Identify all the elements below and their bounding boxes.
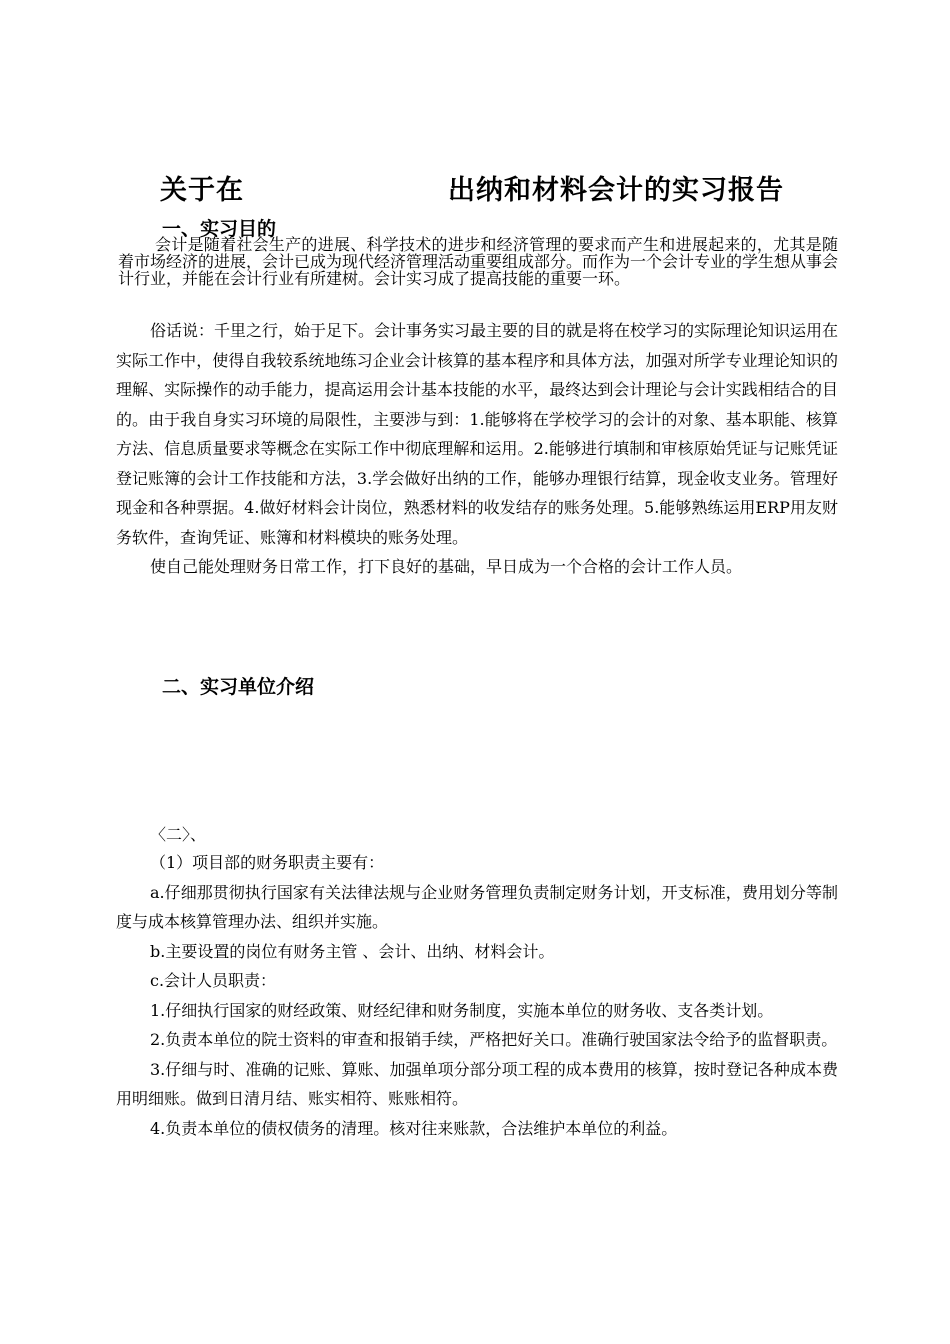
item-1: （1）项目部的财务职责主要有： — [150, 853, 385, 872]
duty-2: 2.负责本单位的院士资料的审查和报销手续，严格把好关口。准确行驶国家法令给予的监督职责。 — [150, 1030, 838, 1049]
item-a: a.仔细那贯彻执行国家有关法律法规与企业财务管理负责制定财务计划，开支标准，费用划分等制度与成本核算管理办法、组织并实施。 — [116, 882, 838, 931]
section1-dense-paragraph — [118, 236, 838, 287]
sub-heading: 〈二〉、 — [150, 825, 207, 844]
paragraph-2: 俗话说：千里之行，始于足下。会计事务实习最主要的目的就是将在校学习的实际理论知识运用在实际工作中，使得自我较系统地练习企业会计核算的基本程序和具体方法，加强对所学专业理论知识的理解、实际操作的动手能力，提高运用会计基本技能的水平，最终达到会计理论与会计实践相结合的目的。由于我自身实习环境的局限性，主要涉与到：1.能够将在学校学习的会计的对象、基本职能、核算方法、信息质量要求等概念在实际工作中彻底理解和运用。2.能够进行填制和审核原始凭证与记账凭证登记账簿的会计工作技能和方法，3.学会做好出纳的工作，能够办理银行结算，现金收支业务。管理好现金和各种票据。4.做好材料会计岗位，熟悉材料的收发结存的账务处理。5.能够熟练运用ERP用友财务软件，查询凭证、账簿和材料模块的账务处理。 — [116, 321, 839, 547]
section2-heading: 二、实习单位介绍 — [162, 676, 315, 698]
dense-paragraph-text: 会计是随着社会生产的进展、科学技术的进步和经济管理的要求而产生和进展起来的，尤其是随着市场经济的进展，会计已成为现代经济管理活动重要组成部分。而作为一个会计专业的学生想从事会计行业，并能在会计行业有所建树。会计实习成了提高技能的重要一环。 — [118, 235, 839, 288]
duty-1: 1.仔细执行国家的财经政策、财经纪律和财务制度，实施本单位的财务收、支各类计划。 — [150, 1000, 774, 1020]
section1-body — [116, 316, 838, 582]
duties-body — [116, 848, 838, 1143]
paragraph-3: 使自己能处理财务日常工作，打下良好的基础，早日成为一个合格的会计工作人员。 — [150, 557, 743, 576]
title-right: 出纳和材料会计的实习报告 — [448, 175, 784, 206]
item-b: b.主要设置的岗位有财务主管 、会计、出纳、材料会计。 — [150, 941, 555, 961]
item-c: c.会计人员职责： — [150, 971, 277, 990]
title-left: 关于在 — [160, 175, 244, 206]
duty-4: 4.负责本单位的债权债务的清理。核对往来账款，合法维护本单位的利益。 — [150, 1118, 678, 1138]
duty-3: 3.仔细与时、准确的记账、算账、加强单项分部分项工程的成本费用的核算，按时登记各种成本费用明细账。做到日清月结、账实相符、账账相符。 — [116, 1059, 838, 1108]
section1-heading: 一、实习目的 — [162, 218, 277, 240]
